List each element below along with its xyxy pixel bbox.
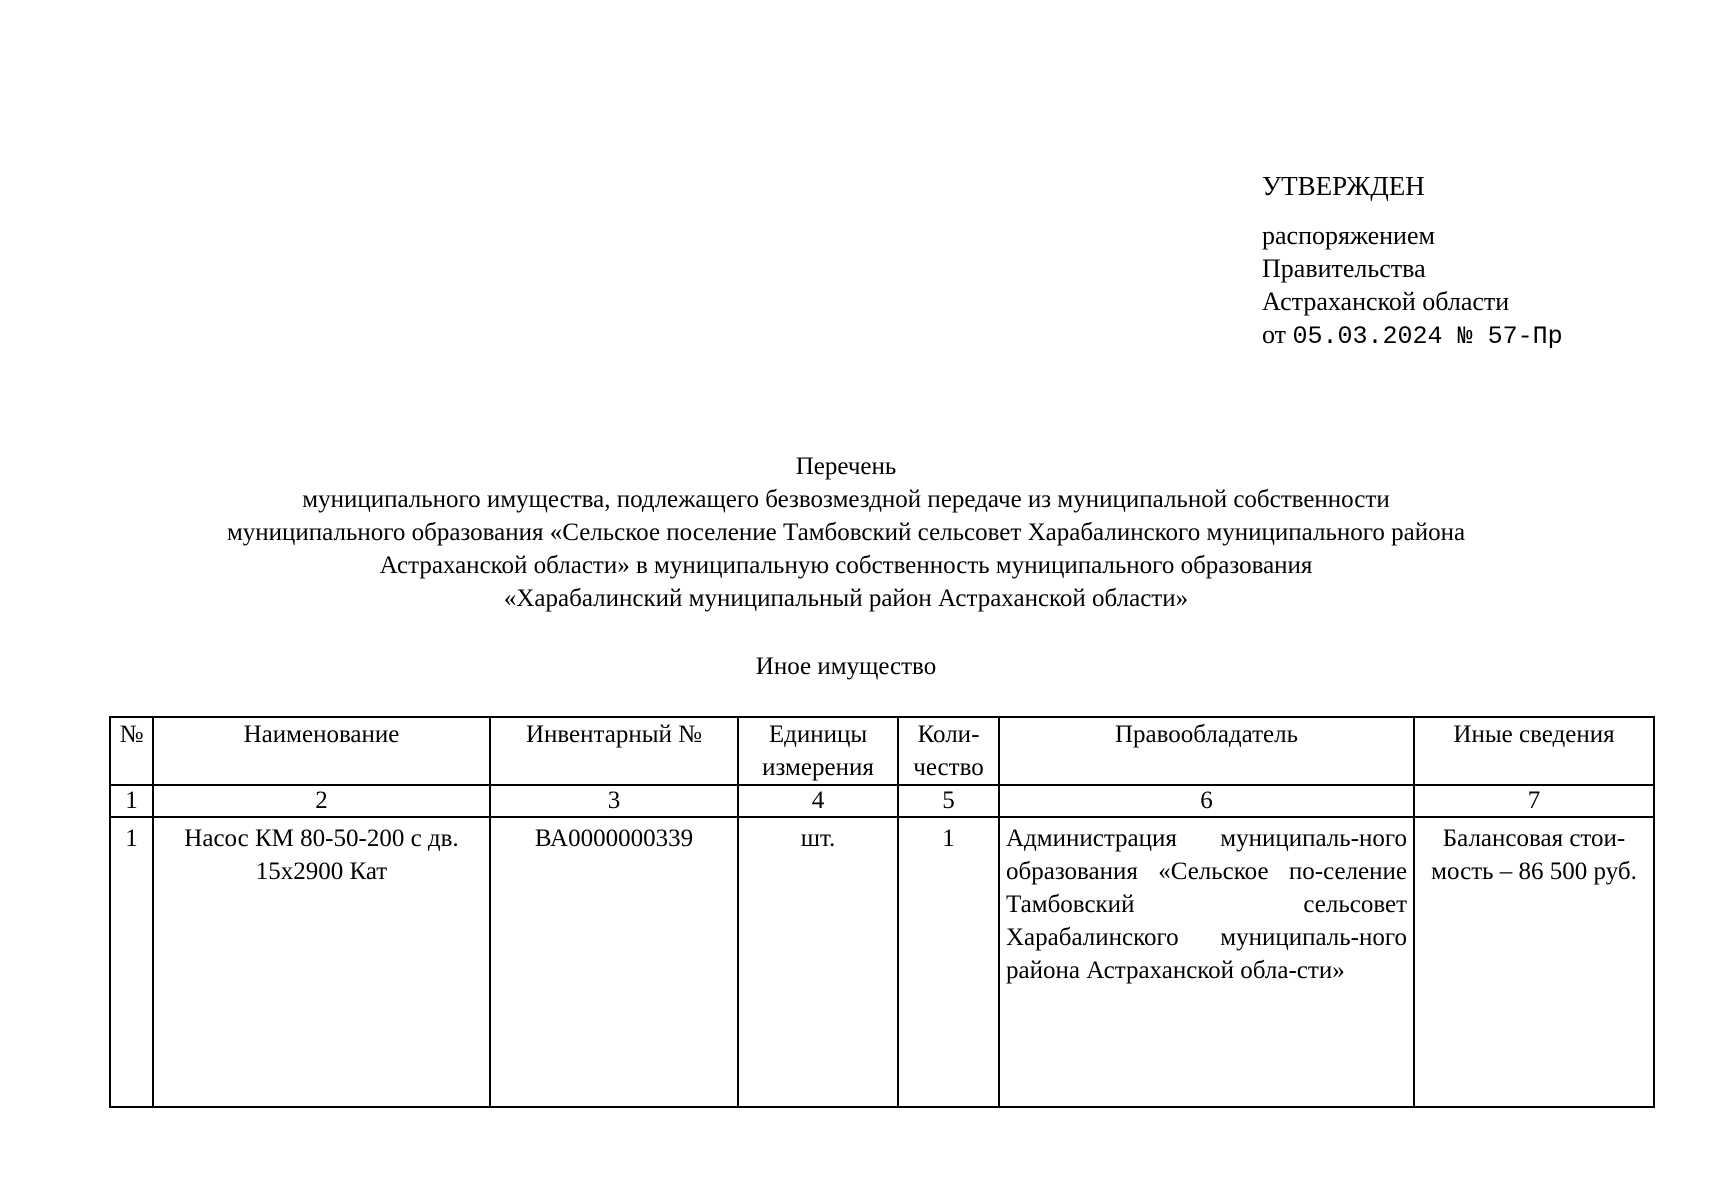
header-unit: Единицы измерения — [738, 717, 898, 785]
header-quantity: Коли-чество — [898, 717, 999, 785]
section-subtitle: Иное имущество — [755, 653, 937, 680]
table-header-row — [110, 717, 1654, 785]
row-other: Балансовая стои-мость – 86 500 руб. — [1414, 817, 1654, 1107]
row-unit: шт. — [738, 817, 898, 1107]
column-number: 4 — [738, 785, 898, 817]
approval-date-value: 05.03.2024 № 57-Пр — [1292, 322, 1563, 351]
title-line-4: Астраханской области» в муниципальную собственность муниципального образования — [379, 552, 1313, 579]
header-num: № — [110, 717, 153, 785]
approval-date — [1262, 318, 1563, 353]
header-other: Иные сведения — [1414, 717, 1654, 785]
approval-stamp — [1262, 170, 1563, 353]
row-owner: Администрация муниципаль-ного образования «Сельское по-селение Тамбовский сельсовет Харабалинского муниципаль-ного района Астраханской обла-сти» — [999, 817, 1414, 1107]
column-number: 3 — [490, 785, 738, 817]
title-line-1: Перечень — [795, 453, 897, 480]
document-title — [0, 450, 1692, 615]
title-line-3: муниципального образования «Сельское поселение Тамбовский сельсовет Харабалинского муниципального района — [226, 519, 1466, 546]
approval-title: УТВЕРЖДЕН — [1262, 171, 1425, 201]
approval-date-prefix: от — [1262, 320, 1287, 349]
column-number: 1 — [110, 785, 153, 817]
header-inventory: Инвентарный № — [490, 717, 738, 785]
row-name: Насос КМ 80-50-200 с дв. 15х2900 Кат — [153, 817, 490, 1107]
table-row — [110, 817, 1654, 1107]
row-num: 1 — [110, 817, 153, 1107]
column-number: 7 — [1414, 785, 1654, 817]
approval-line-3: Астраханской области — [1262, 287, 1510, 316]
column-number: 2 — [153, 785, 490, 817]
title-line-2: муниципального имущества, подлежащего безвозмездной передаче из муниципальной собственности — [302, 486, 1390, 513]
title-line-5: «Харабалинский муниципальный район Астраханской области» — [503, 585, 1189, 612]
column-number: 6 — [999, 785, 1414, 817]
approval-line-2: Правительства — [1262, 254, 1426, 283]
column-numbers-row — [110, 785, 1654, 817]
column-number: 5 — [898, 785, 999, 817]
header-owner: Правообладатель — [999, 717, 1414, 785]
header-name: Наименование — [153, 717, 490, 785]
row-inventory: ВА0000000339 — [490, 817, 738, 1107]
approval-line-1: распоряжением — [1262, 221, 1435, 250]
property-table — [109, 716, 1655, 1108]
row-quantity: 1 — [898, 817, 999, 1107]
